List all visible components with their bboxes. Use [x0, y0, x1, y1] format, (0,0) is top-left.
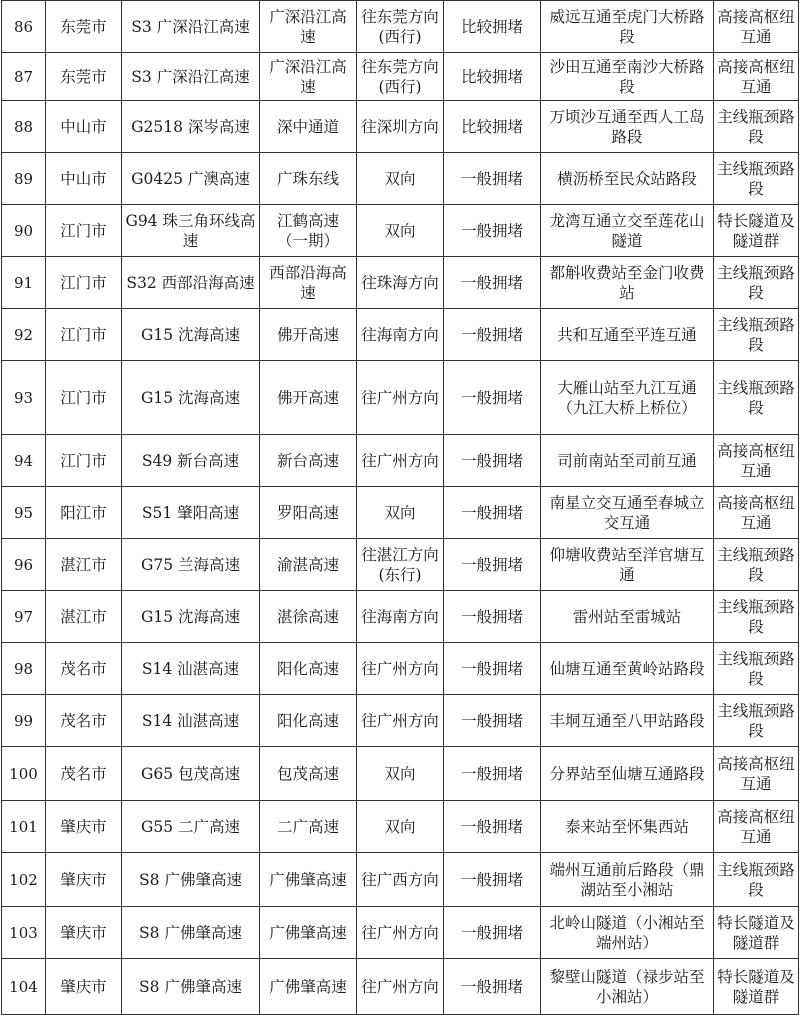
- congestion-type-cell: 主线瓶颈路段: [714, 695, 799, 747]
- city-cell: 中山市: [46, 101, 122, 153]
- congestion-level-cell: 一般拥堵: [444, 591, 541, 643]
- congestion-type-cell: 特长隧道及隧道群: [714, 959, 799, 1015]
- congestion-type-cell: 主线瓶颈路段: [714, 361, 799, 435]
- table-row: [2, 643, 799, 695]
- route-cell: G2518 深岑高速: [122, 101, 260, 153]
- congestion-level-cell: 一般拥堵: [444, 153, 541, 205]
- congestion-level-cell: 一般拥堵: [444, 695, 541, 747]
- direction-cell: 双向: [357, 487, 444, 539]
- section-cell: 广深沿江高速: [260, 53, 357, 101]
- route-cell: G15 沈海高速: [122, 591, 260, 643]
- congestion-level-cell: 一般拥堵: [444, 747, 541, 801]
- section-cell: 广深沿江高速: [260, 1, 357, 53]
- location-cell: 万顷沙互通至西人工岛路段: [541, 101, 714, 153]
- city-cell: 江门市: [46, 309, 122, 361]
- city-cell: 肇庆市: [46, 907, 122, 959]
- congestion-type-cell: 主线瓶颈路段: [714, 153, 799, 205]
- city-cell: 湛江市: [46, 591, 122, 643]
- route-cell: G65 包茂高速: [122, 747, 260, 801]
- congestion-type-cell: 高接高枢纽互通: [714, 747, 799, 801]
- city-cell: 东莞市: [46, 53, 122, 101]
- direction-cell: 往湛江方向(东行): [357, 539, 444, 591]
- direction-cell: 往深圳方向: [357, 101, 444, 153]
- route-cell: S49 新台高速: [122, 435, 260, 487]
- congestion-type-cell: 高接高枢纽互通: [714, 801, 799, 853]
- section-cell: 包茂高速: [260, 747, 357, 801]
- row-number: 100: [2, 747, 46, 801]
- row-number: 96: [2, 539, 46, 591]
- direction-cell: 往海南方向: [357, 591, 444, 643]
- congestion-type-cell: 主线瓶颈路段: [714, 257, 799, 309]
- direction-cell: 往广州方向: [357, 643, 444, 695]
- congestion-table: [1, 0, 799, 1015]
- table-body: [2, 1, 799, 1015]
- section-cell: 湛徐高速: [260, 591, 357, 643]
- section-cell: 二广高速: [260, 801, 357, 853]
- table-row: [2, 747, 799, 801]
- row-number: 89: [2, 153, 46, 205]
- section-cell: 江鹤高速（一期）: [260, 205, 357, 257]
- city-cell: 江门市: [46, 435, 122, 487]
- section-cell: 渝湛高速: [260, 539, 357, 591]
- section-cell: 佛开高速: [260, 309, 357, 361]
- row-number: 94: [2, 435, 46, 487]
- location-cell: 南星立交互通至春城立交互通: [541, 487, 714, 539]
- location-cell: 横沥桥至民众站路段: [541, 153, 714, 205]
- direction-cell: 双向: [357, 153, 444, 205]
- direction-cell: 往广州方向: [357, 361, 444, 435]
- congestion-level-cell: 比较拥堵: [444, 101, 541, 153]
- route-cell: S32 西部沿海高速: [122, 257, 260, 309]
- congestion-type-cell: 高接高枢纽互通: [714, 435, 799, 487]
- city-cell: 东莞市: [46, 1, 122, 53]
- congestion-level-cell: 比较拥堵: [444, 1, 541, 53]
- table-row: [2, 907, 799, 959]
- section-cell: 广佛肇高速: [260, 959, 357, 1015]
- city-cell: 江门市: [46, 205, 122, 257]
- table-row: [2, 435, 799, 487]
- direction-cell: 往东莞方向(西行): [357, 53, 444, 101]
- location-cell: 都斛收费站至金门收费站: [541, 257, 714, 309]
- congestion-type-cell: 高接高枢纽互通: [714, 1, 799, 53]
- direction-cell: 往广州方向: [357, 435, 444, 487]
- row-number: 91: [2, 257, 46, 309]
- location-cell: 威远互通至虎门大桥路段: [541, 1, 714, 53]
- section-cell: 西部沿海高速: [260, 257, 357, 309]
- congestion-level-cell: 一般拥堵: [444, 853, 541, 907]
- row-number: 98: [2, 643, 46, 695]
- city-cell: 肇庆市: [46, 959, 122, 1015]
- congestion-type-cell: 主线瓶颈路段: [714, 591, 799, 643]
- section-cell: 广佛肇高速: [260, 853, 357, 907]
- direction-cell: 双向: [357, 801, 444, 853]
- congestion-type-cell: 主线瓶颈路段: [714, 101, 799, 153]
- row-number: 87: [2, 53, 46, 101]
- congestion-level-cell: 一般拥堵: [444, 907, 541, 959]
- congestion-type-cell: 主线瓶颈路段: [714, 309, 799, 361]
- city-cell: 中山市: [46, 153, 122, 205]
- direction-cell: 双向: [357, 205, 444, 257]
- direction-cell: 往珠海方向: [357, 257, 444, 309]
- congestion-level-cell: 一般拥堵: [444, 205, 541, 257]
- congestion-level-cell: 一般拥堵: [444, 539, 541, 591]
- direction-cell: 往广州方向: [357, 695, 444, 747]
- route-cell: S51 肇阳高速: [122, 487, 260, 539]
- city-cell: 茂名市: [46, 695, 122, 747]
- route-cell: G94 珠三角环线高速: [122, 205, 260, 257]
- row-number: 93: [2, 361, 46, 435]
- table-row: [2, 257, 799, 309]
- route-cell: S8 广佛肇高速: [122, 959, 260, 1015]
- city-cell: 肇庆市: [46, 853, 122, 907]
- congestion-type-cell: 高接高枢纽互通: [714, 53, 799, 101]
- congestion-type-cell: 特长隧道及隧道群: [714, 907, 799, 959]
- congestion-level-cell: 比较拥堵: [444, 53, 541, 101]
- table-row: [2, 487, 799, 539]
- location-cell: 龙湾互通立交至莲花山隧道: [541, 205, 714, 257]
- row-number: 95: [2, 487, 46, 539]
- city-cell: 肇庆市: [46, 801, 122, 853]
- route-cell: G75 兰海高速: [122, 539, 260, 591]
- section-cell: 罗阳高速: [260, 487, 357, 539]
- congestion-type-cell: 特长隧道及隧道群: [714, 205, 799, 257]
- table-row: [2, 361, 799, 435]
- route-cell: S8 广佛肇高速: [122, 907, 260, 959]
- section-cell: 阳化高速: [260, 695, 357, 747]
- congestion-level-cell: 一般拥堵: [444, 801, 541, 853]
- location-cell: 仙塘互通至黄岭站路段: [541, 643, 714, 695]
- location-cell: 司前南站至司前互通: [541, 435, 714, 487]
- row-number: 86: [2, 1, 46, 53]
- row-number: 90: [2, 205, 46, 257]
- city-cell: 湛江市: [46, 539, 122, 591]
- route-cell: S3 广深沿江高速: [122, 53, 260, 101]
- section-cell: 广珠东线: [260, 153, 357, 205]
- route-cell: G15 沈海高速: [122, 309, 260, 361]
- table-row: [2, 591, 799, 643]
- table-row: [2, 1, 799, 53]
- row-number: 104: [2, 959, 46, 1015]
- congestion-level-cell: 一般拥堵: [444, 435, 541, 487]
- city-cell: 茂名市: [46, 747, 122, 801]
- city-cell: 江门市: [46, 361, 122, 435]
- congestion-level-cell: 一般拥堵: [444, 643, 541, 695]
- table-row: [2, 309, 799, 361]
- congestion-type-cell: 高接高枢纽互通: [714, 487, 799, 539]
- section-cell: 阳化高速: [260, 643, 357, 695]
- location-cell: 分界站至仙塘互通路段: [541, 747, 714, 801]
- row-number: 97: [2, 591, 46, 643]
- city-cell: 茂名市: [46, 643, 122, 695]
- location-cell: 北岭山隧道（小湘站至端州站）: [541, 907, 714, 959]
- direction-cell: 双向: [357, 747, 444, 801]
- location-cell: 大雁山站至九江互通（九江大桥上桥位）: [541, 361, 714, 435]
- row-number: 99: [2, 695, 46, 747]
- table-row: [2, 695, 799, 747]
- table-row: [2, 205, 799, 257]
- table-row: [2, 959, 799, 1015]
- location-cell: 沙田互通至南沙大桥路段: [541, 53, 714, 101]
- route-cell: G55 二广高速: [122, 801, 260, 853]
- city-cell: 江门市: [46, 257, 122, 309]
- table-row: [2, 801, 799, 853]
- section-cell: 佛开高速: [260, 361, 357, 435]
- row-number: 101: [2, 801, 46, 853]
- congestion-type-cell: 主线瓶颈路段: [714, 643, 799, 695]
- route-cell: G15 沈海高速: [122, 361, 260, 435]
- congestion-level-cell: 一般拥堵: [444, 309, 541, 361]
- route-cell: S14 汕湛高速: [122, 695, 260, 747]
- table-row: [2, 101, 799, 153]
- location-cell: 黎壁山隧道（禄步站至小湘站）: [541, 959, 714, 1015]
- location-cell: 雷州站至雷城站: [541, 591, 714, 643]
- direction-cell: 往广州方向: [357, 959, 444, 1015]
- direction-cell: 往广州方向: [357, 907, 444, 959]
- congestion-level-cell: 一般拥堵: [444, 487, 541, 539]
- row-number: 102: [2, 853, 46, 907]
- location-cell: 泰来站至怀集西站: [541, 801, 714, 853]
- route-cell: S14 汕湛高速: [122, 643, 260, 695]
- city-cell: 阳江市: [46, 487, 122, 539]
- route-cell: S8 广佛肇高速: [122, 853, 260, 907]
- location-cell: 共和互通至平连互通: [541, 309, 714, 361]
- direction-cell: 往海南方向: [357, 309, 444, 361]
- table-row: [2, 539, 799, 591]
- location-cell: 丰垌互通至八甲站路段: [541, 695, 714, 747]
- location-cell: 仰塘收费站至洋官塘互通: [541, 539, 714, 591]
- table-row: [2, 153, 799, 205]
- section-cell: 深中通道: [260, 101, 357, 153]
- row-number: 103: [2, 907, 46, 959]
- congestion-type-cell: 主线瓶颈路段: [714, 539, 799, 591]
- section-cell: 广佛肇高速: [260, 907, 357, 959]
- congestion-level-cell: 一般拥堵: [444, 959, 541, 1015]
- direction-cell: 往广西方向: [357, 853, 444, 907]
- row-number: 88: [2, 101, 46, 153]
- table-row: [2, 853, 799, 907]
- congestion-level-cell: 一般拥堵: [444, 257, 541, 309]
- route-cell: S3 广深沿江高速: [122, 1, 260, 53]
- congestion-type-cell: 主线瓶颈路段: [714, 853, 799, 907]
- section-cell: 新台高速: [260, 435, 357, 487]
- direction-cell: 往东莞方向(西行): [357, 1, 444, 53]
- row-number: 92: [2, 309, 46, 361]
- route-cell: G0425 广澳高速: [122, 153, 260, 205]
- location-cell: 端州互通前后路段（鼎湖站至小湘站: [541, 853, 714, 907]
- table-row: [2, 53, 799, 101]
- congestion-level-cell: 一般拥堵: [444, 361, 541, 435]
